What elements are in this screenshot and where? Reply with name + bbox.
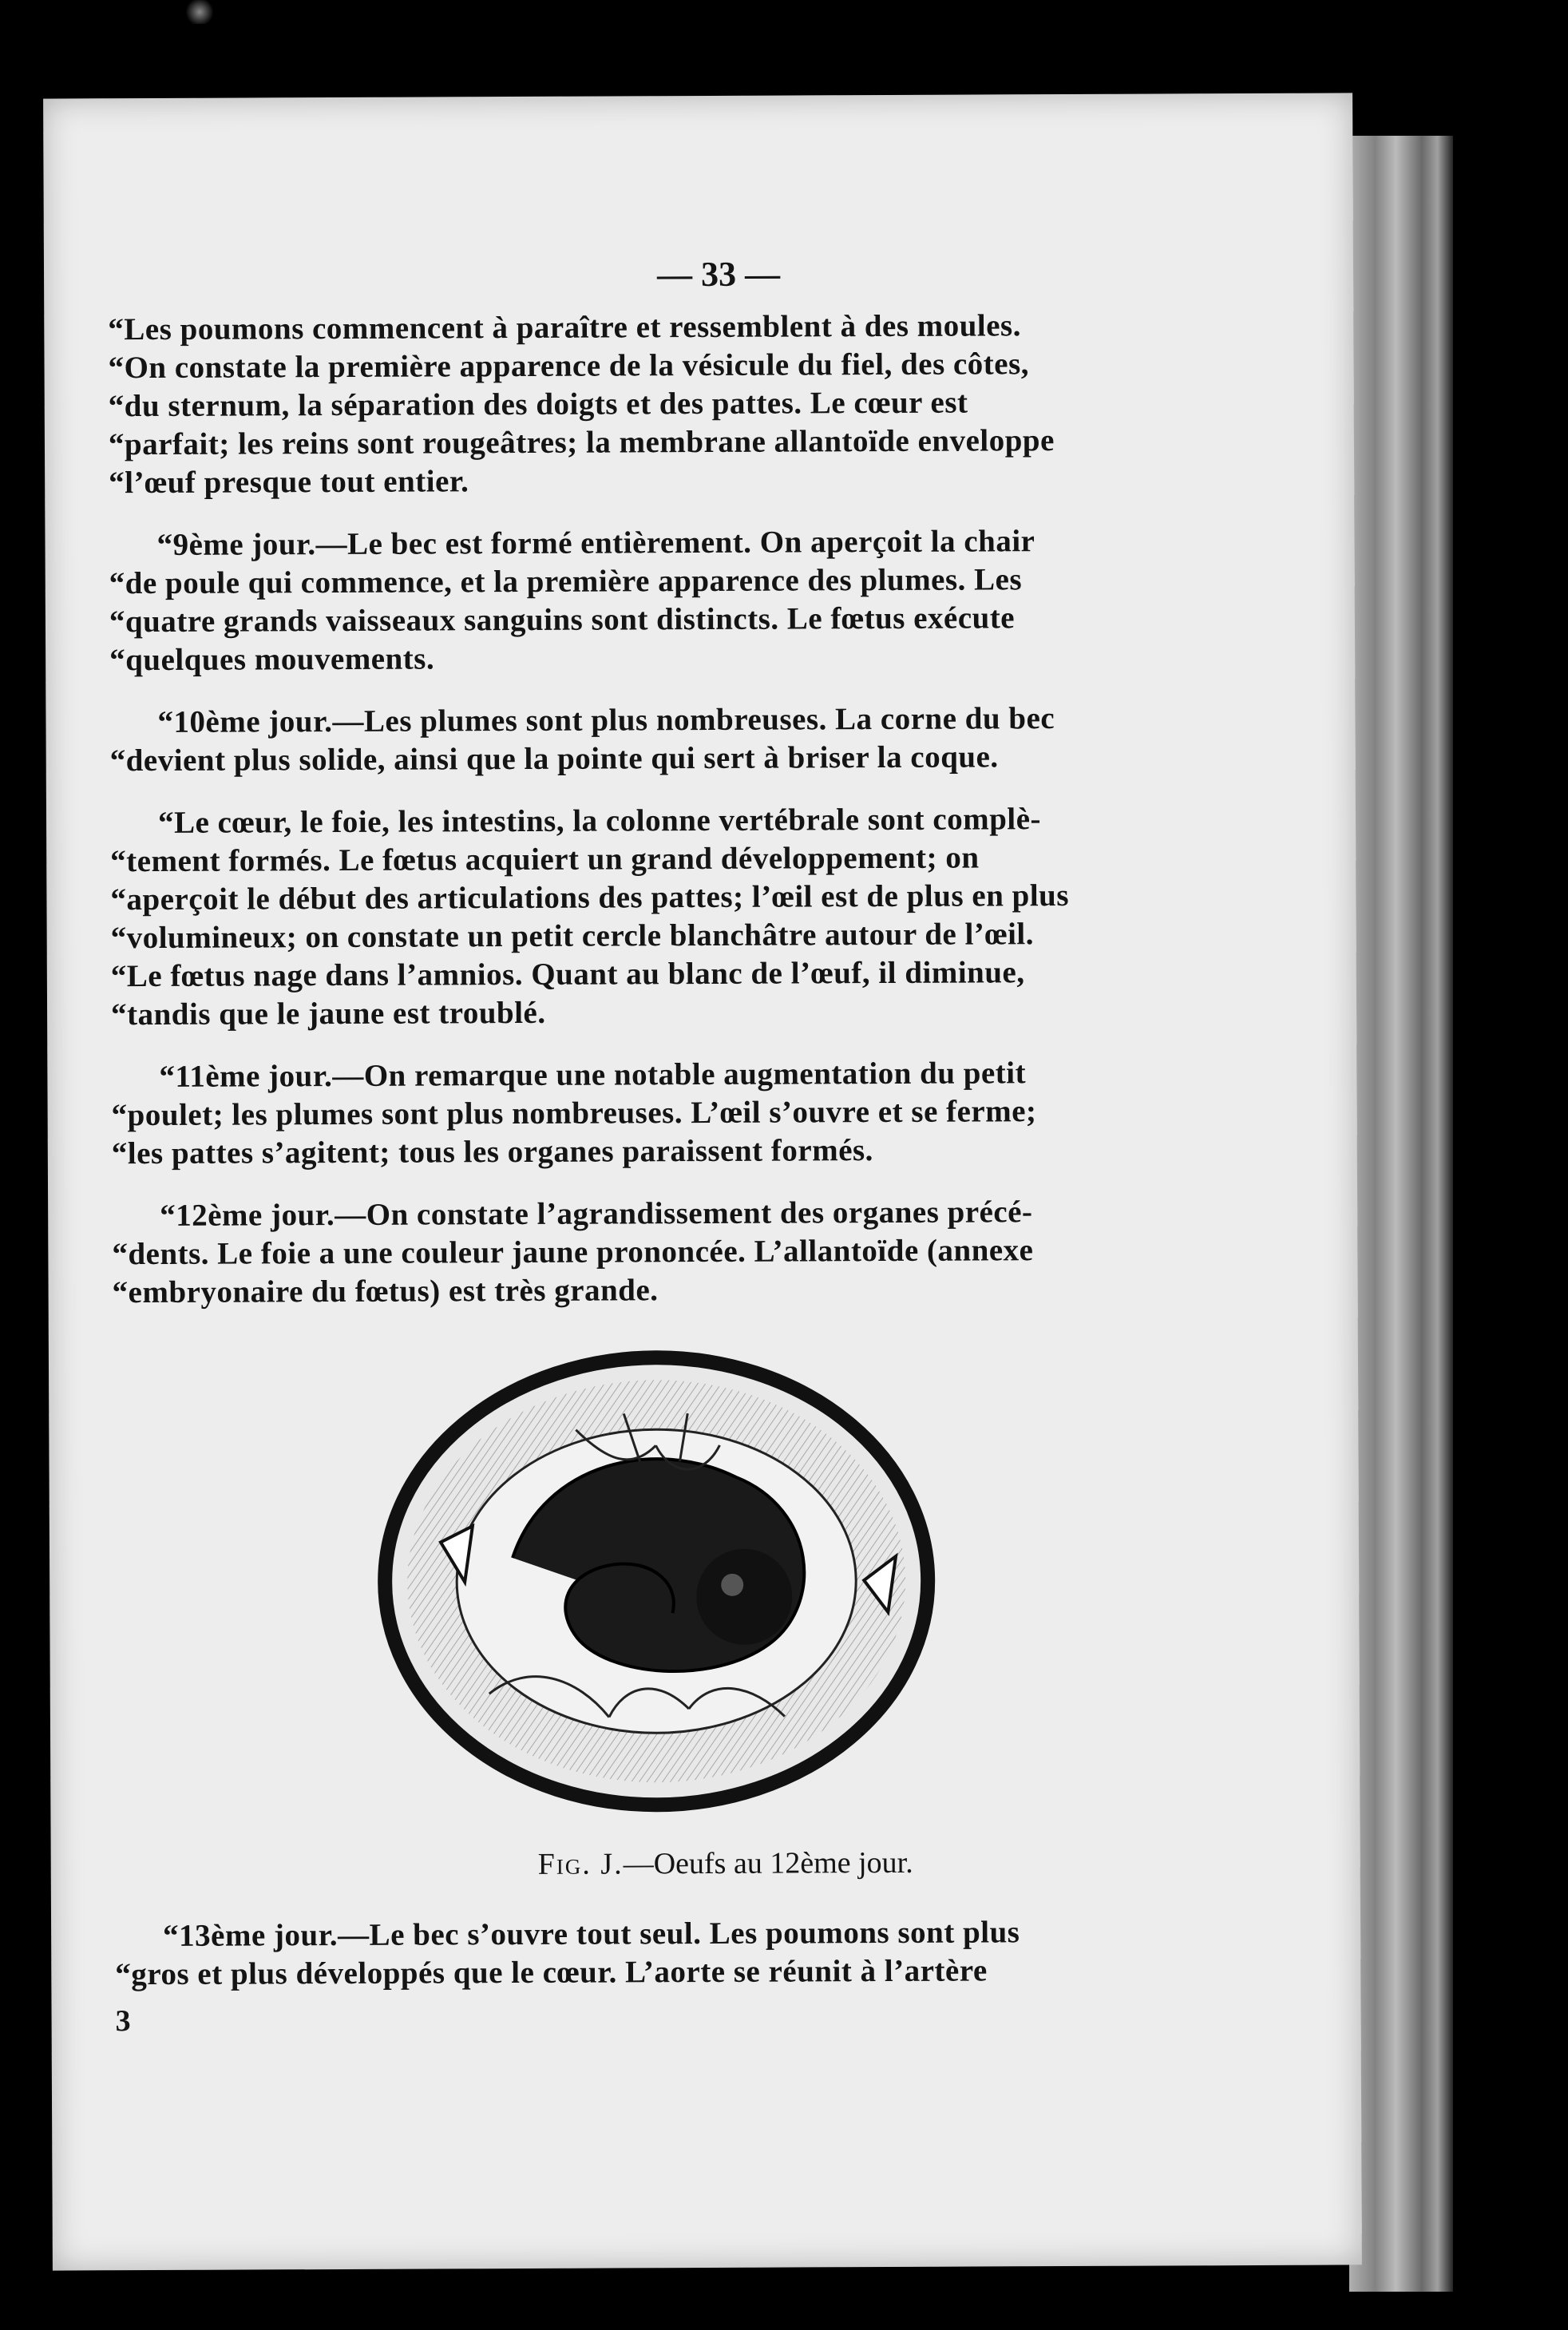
egg-embryo-drawing (368, 1341, 945, 1822)
book-page (43, 93, 1362, 2270)
page-content (108, 253, 1241, 2040)
paragraph-day-9: “9ème jour.—Le bec est formé entièrement. On aperçoit la chair “de poule qui commence, et la première apparence des plumes. Les “quatre grands vaisseaux sanguins sont distincts. Le fœtus exécute “quelques mouvements. (109, 524, 1035, 678)
figure-label: Fig. J. (537, 1847, 624, 1881)
page-number: — 33 — (656, 254, 781, 295)
paragraph-organs: “Le cœur, le foie, les intestins, la colonne vertébrale sont complè- “tement formés. Le fœtus acquiert un grand développement; on “aperçoit le début des articulations des pattes; l’œil est de plus en plus “volumineux; on constate un petit cercle blanchâtre autour de l’œil. “Le fœtus nage dans l’amnios. Quant au blanc de l’œuf, il diminue, “tandis que le jaune est troublé. (110, 802, 1070, 1032)
paragraph-lungs: “Les poumons commencent à paraître et ressemblent à des moules. “On constate la première apparence de la vésicule du fiel, des côtes, “du sternum, la séparation des doigts et des pattes. Le cœur est “parfait; les reins sont rougeâtres; la membrane allantoïde enveloppe “l’œuf presque tout entier. (108, 308, 1055, 501)
page-edge-stack (1349, 136, 1453, 2292)
paragraph-day-11: “11ème jour.—On remarque une notable augmentation du petit “poulet; les plumes sont plus nombreuses. L’œil s’ouvre et se ferme; “les pattes s’agitent; tous les organes paraissent formés. (111, 1056, 1037, 1171)
signature-number: 3 (115, 2004, 131, 2039)
embryo-eye (696, 1549, 793, 1646)
embryo-eye-highlight (721, 1574, 743, 1596)
egg-illustration (113, 1339, 1241, 1839)
figure-caption (211, 1842, 1241, 1885)
scan-artifact (184, 0, 216, 24)
figure-caption-text: —Oeufs au 12ème jour. (623, 1845, 913, 1881)
paragraph-day-13: “13ème jour.—Le bec s’ouvre tout seul. Les poumons sont plus “gros et plus développés que le cœur. L’aorte se réunit à l’artère (115, 1915, 1020, 1992)
paragraph-day-12: “12ème jour.—On constate l’agrandissement des organes précé- “dents. Le foie a une couleur jaune prononcée. L’allantoïde (annexe “embryonaire du fœtus) est très grande. (112, 1195, 1034, 1310)
paragraph-day-10: “10ème jour.—Les plumes sont plus nombreuses. La corne du bec “devient plus solide, ainsi que la pointe qui sert à briser la coque. (109, 701, 1055, 779)
